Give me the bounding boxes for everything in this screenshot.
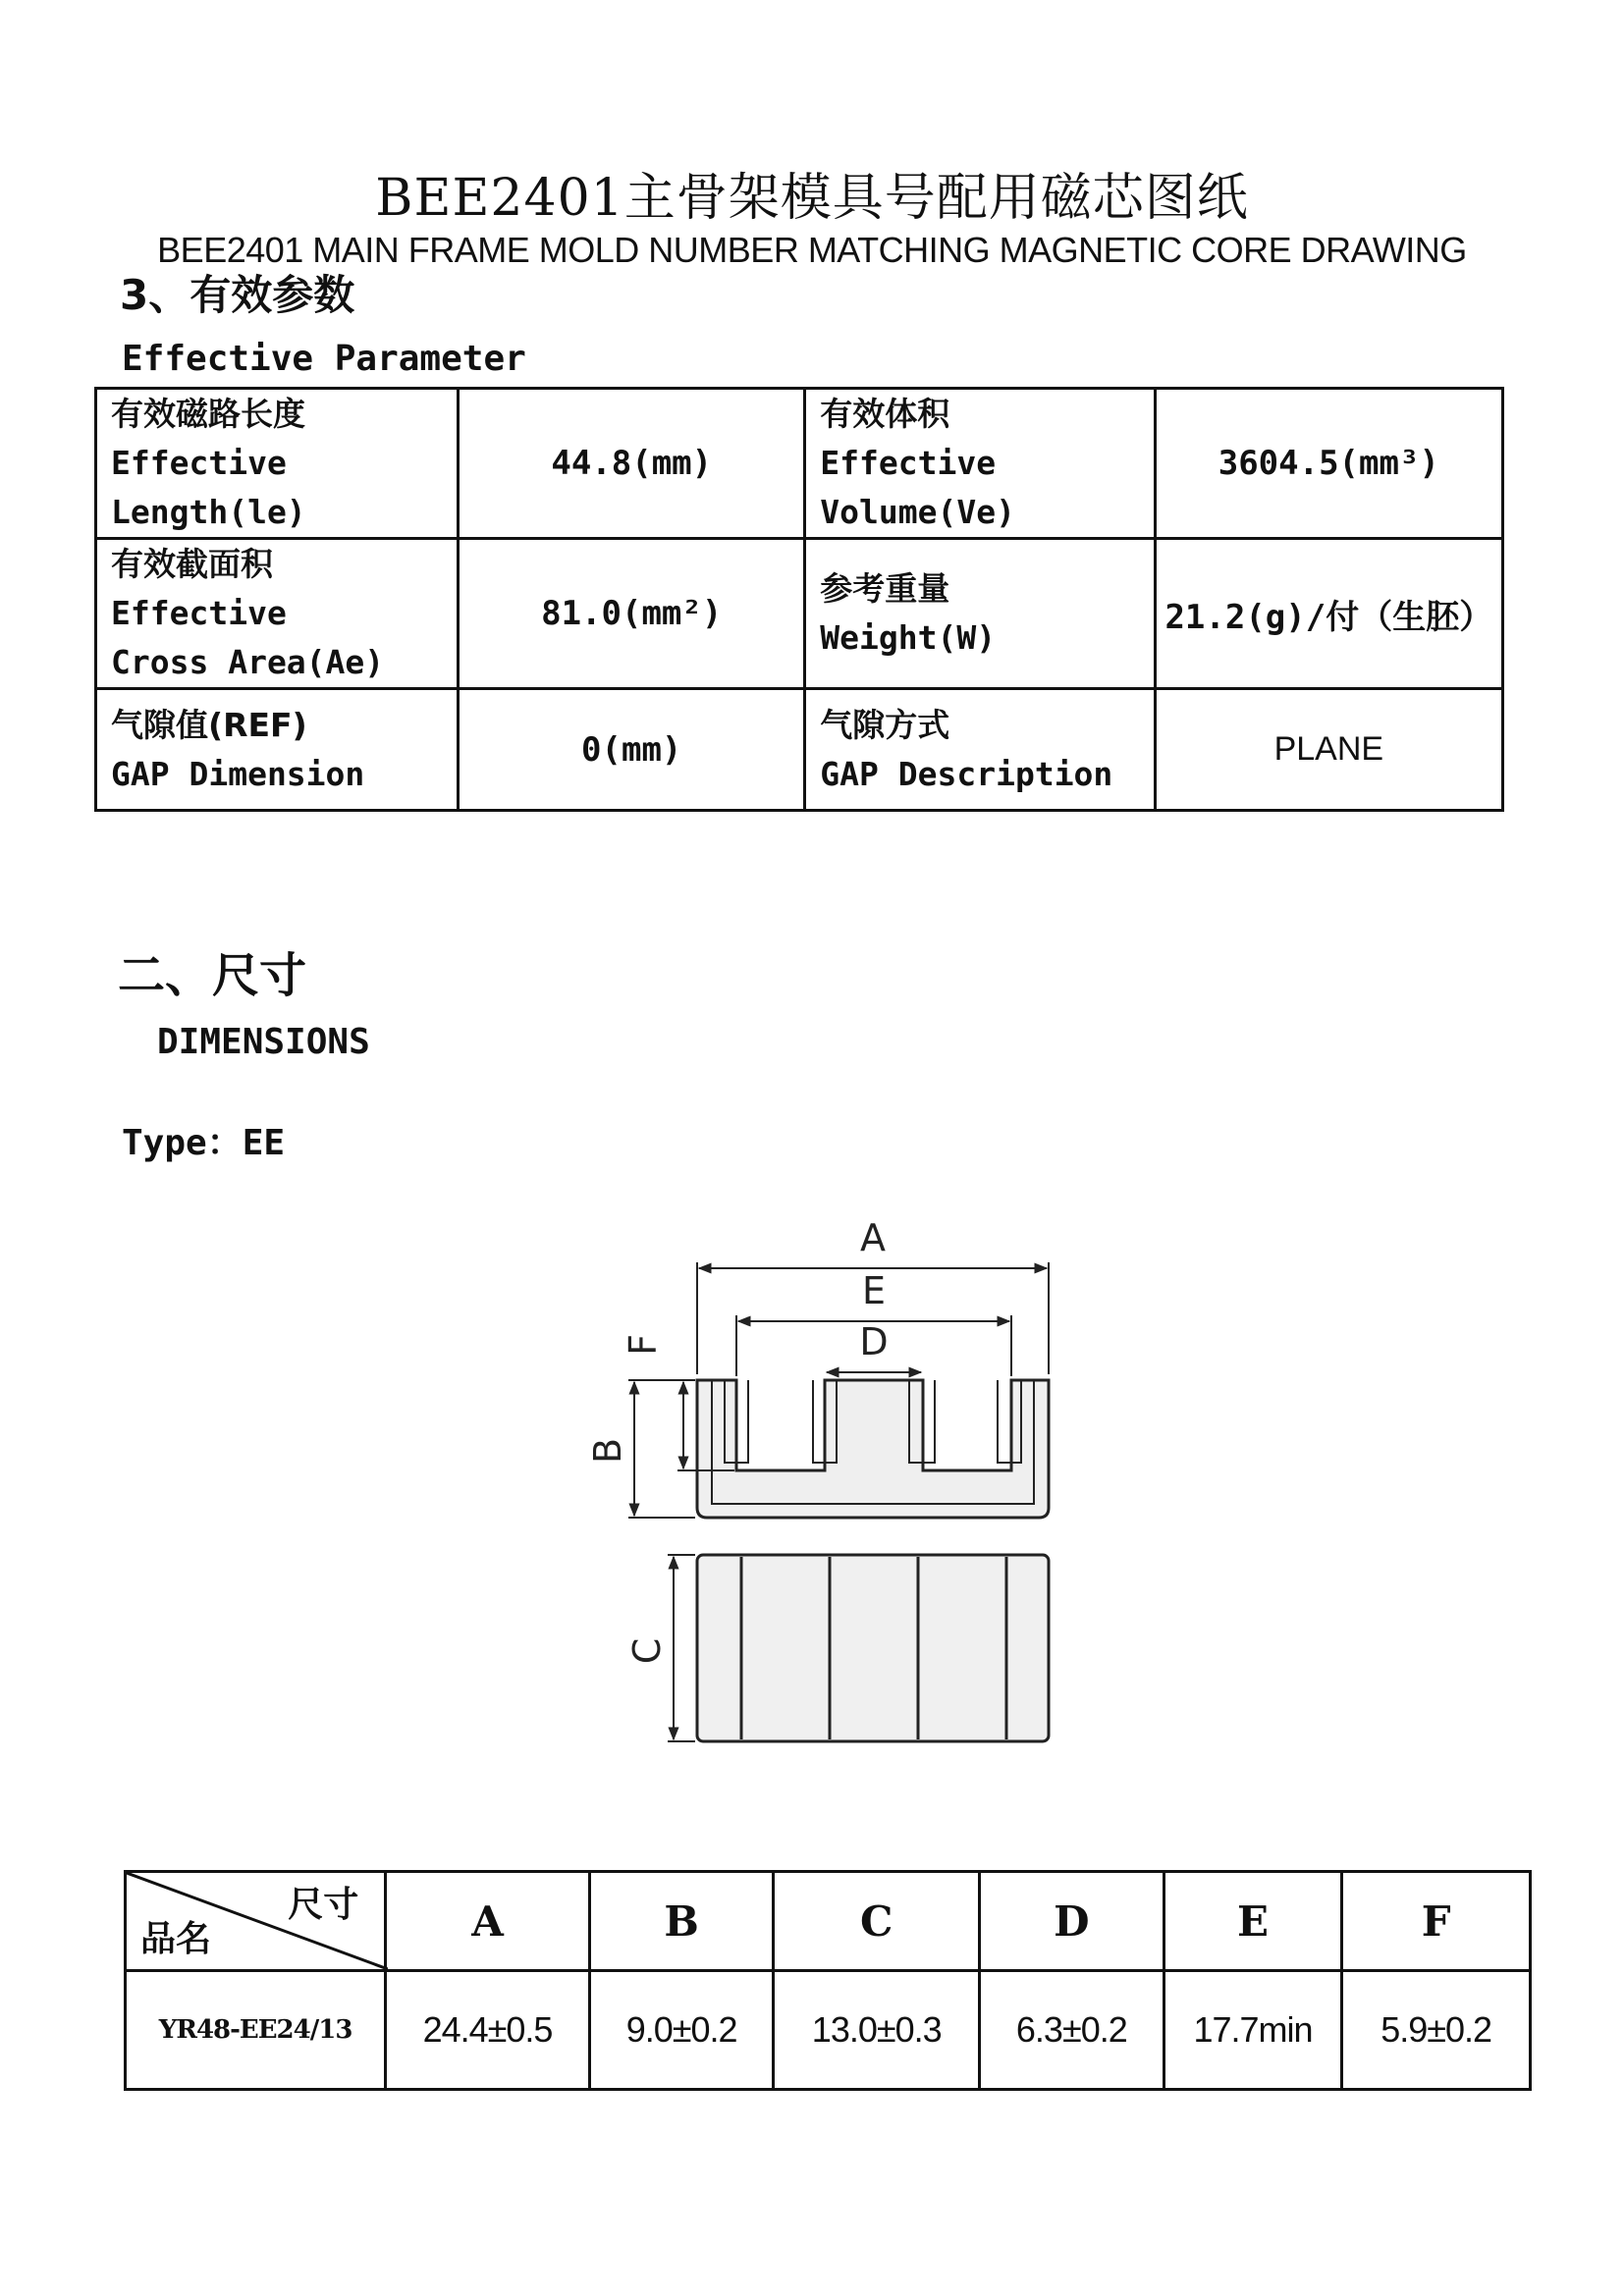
value-cell: 13.0±0.3 [774,1971,980,2090]
table-row [96,689,1503,811]
column-header: F [1342,1872,1531,1971]
dimensions-table [124,1870,1532,2091]
label-cell [805,389,1155,539]
label-cn: 有效体积 [820,395,950,433]
side-view [697,1555,1049,1741]
label-en: Volume(Ve) [820,493,1015,531]
page-subtitle: BEE2401 MAIN FRAME MOLD NUMBER MATCHING MAGNETIC CORE DRAWING [157,230,1467,270]
label-cn: 气隙方式 [820,705,950,744]
value-cell: 3604.5(mm³) [1155,389,1502,539]
column-header: C [774,1872,980,1971]
e-core-outline [697,1380,1049,1518]
column-header: D [980,1872,1164,1971]
value-cell: 24.4±0.5 [386,1971,590,2090]
corner-label-size: 尺寸 [288,1885,359,1925]
table-row [96,389,1503,539]
table-row [96,539,1503,689]
label-en: Cross Area(Ae) [111,643,385,681]
section-heading-dimensions-en: DIMENSIONS [157,1022,370,1062]
label-cell [805,689,1155,811]
effective-parameter-table [94,387,1504,812]
dimension-label-a: A [860,1216,886,1259]
label-cn: 参考重量 [820,569,950,608]
column-header: A [386,1872,590,1971]
column-header: E [1164,1872,1342,1971]
section-heading-effective-parameter-cn: 3、有效参数 [120,271,355,319]
column-header: B [589,1872,774,1971]
value-cell: 5.9±0.2 [1342,1971,1531,2090]
label-cell [96,539,459,689]
value-cell: 9.0±0.2 [589,1971,774,2090]
value-cell: 21.2(g)/付（生胚） [1155,539,1502,689]
label-en: Effective [111,444,287,482]
label-cell [805,539,1155,689]
ee-core-drawing [569,1207,1080,1767]
corner-label-product: 品名 [140,1919,212,1959]
label-en: Length(le) [111,493,306,531]
label-cn: 有效磁路长度 [111,395,305,433]
label-cell [96,689,459,811]
label-en: Weight(W) [820,618,997,657]
front-view [697,1380,1049,1518]
side-view-outline [697,1555,1049,1741]
page-title: BEE2401主骨架模具号配用磁芯图纸 [375,169,1249,228]
label-en: GAP Dimension [111,754,365,793]
dimension-label-f: F [622,1334,665,1356]
dimension-label-d: D [859,1320,889,1363]
value-cell: 44.8(mm) [459,389,805,539]
value-cell: 17.7min [1164,1971,1342,2090]
dimension-label-c: C [625,1637,669,1665]
core-type-label: Type：EE [122,1123,286,1163]
dimension-label-b: B [586,1437,629,1465]
section-heading-dimensions-cn: 二、尺寸 [118,948,307,1003]
value-cell: 81.0(mm²) [459,539,805,689]
table-header-row [126,1872,1531,1971]
value-cell: PLANE [1155,689,1502,811]
label-cn: 气隙值(REF) [111,705,307,744]
label-cell [96,389,459,539]
model-cell: YR48-EE24/13 [126,1971,386,2090]
label-en: Effective [111,594,287,632]
corner-header-cell [126,1872,386,1971]
label-en: Effective [820,444,997,482]
value-cell: 0(mm) [459,689,805,811]
label-en: GAP Description [820,754,1113,793]
value-cell: 6.3±0.2 [980,1971,1164,2090]
table-row [126,1971,1531,2090]
section-heading-effective-parameter-en: Effective Parameter [122,339,526,379]
label-cn: 有效截面积 [111,545,273,583]
dimension-label-e: E [861,1269,887,1312]
